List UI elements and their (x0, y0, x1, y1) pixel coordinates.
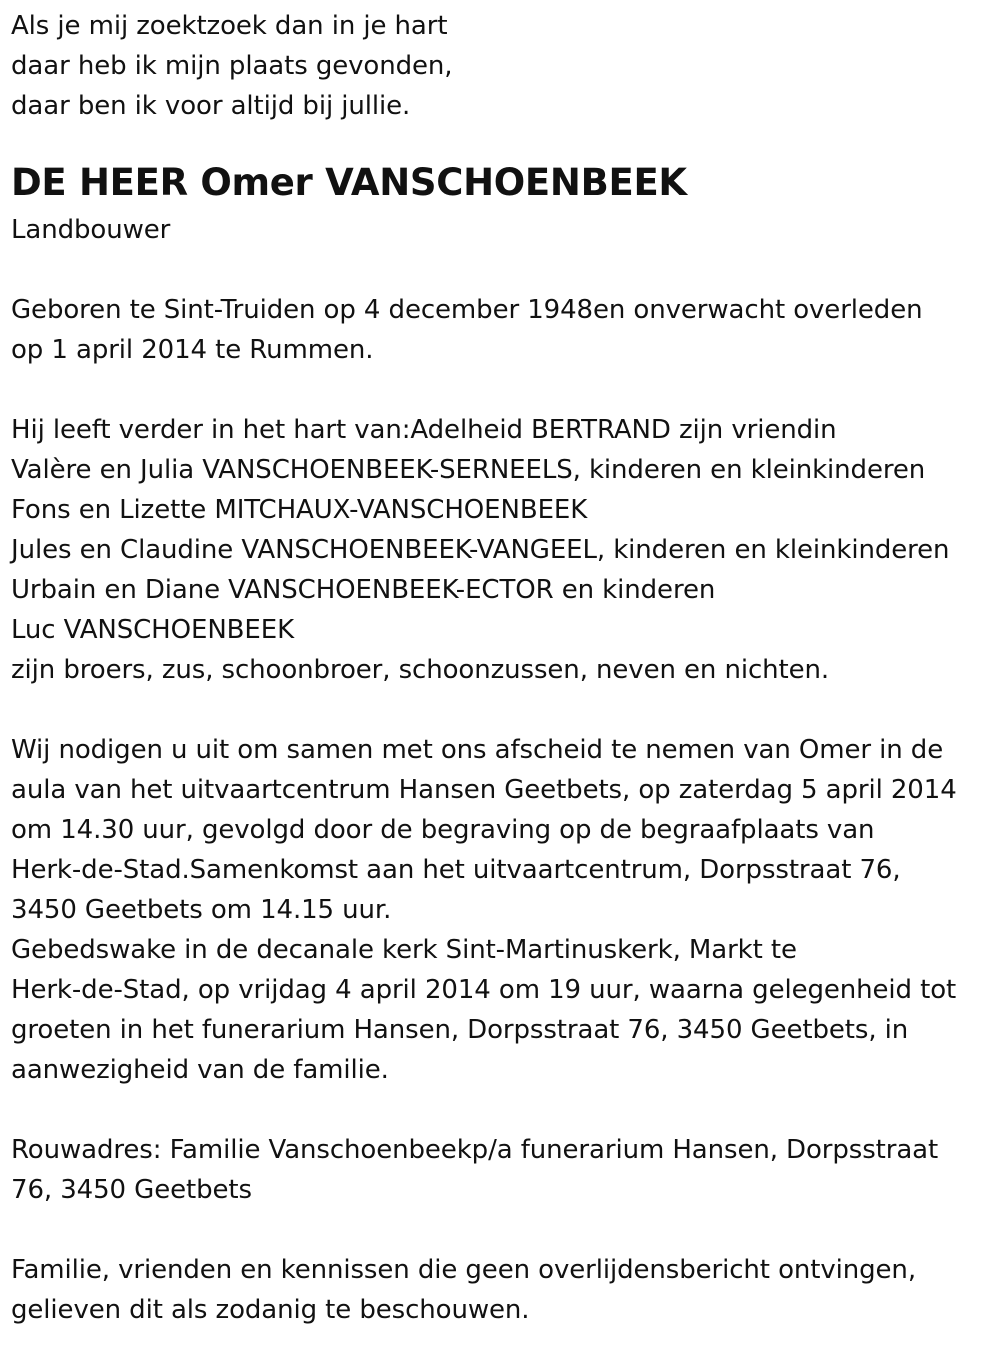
family-line: Valère en Julia VANSCHOENBEEK-SERNEELS, kinderen en kleinkinderen (11, 455, 926, 485)
text-line: gelieven dit als zodanig te beschouwen. (11, 1295, 530, 1325)
family-line: Fons en Lizette MITCHAUX-VANSCHOENBEEK (11, 495, 588, 525)
closing-block (11, 1250, 991, 1330)
text-line: Familie, vrienden en kennissen die geen overlijdensbericht ontvingen, (11, 1255, 916, 1285)
text-line: Rouwadres: Familie Vanschoenbeekp/a funerarium Hansen, Dorpsstraat (11, 1135, 939, 1165)
text-line: 3450 Geetbets om 14.15 uur. (11, 895, 392, 925)
text-line: om 14.30 uur, gevolgd door de begraving op de begraafplaats van (11, 815, 875, 845)
poem-block (11, 6, 991, 126)
family-line: zijn broers, zus, schoonbroer, schoonzussen, neven en nichten. (11, 655, 830, 685)
deceased-name: DE HEER Omer VANSCHOENBEEK (11, 161, 687, 204)
text-line: groeten in het funerarium Hansen, Dorpsstraat 76, 3450 Geetbets, in (11, 1015, 909, 1045)
poem-line: daar ben ik voor altijd bij jullie. (11, 91, 411, 121)
text-line: op 1 april 2014 te Rummen. (11, 335, 374, 365)
text-line: Gebedswake in de decanale kerk Sint-Martinuskerk, Markt te (11, 935, 797, 965)
poem-line: daar heb ik mijn plaats gevonden, (11, 51, 453, 81)
heading-block (11, 156, 991, 250)
poem-line: Als je mij zoektzoek dan in je hart (11, 11, 448, 41)
obituary-document (11, 6, 991, 1330)
invitation-block (11, 730, 991, 1090)
text-line: Geboren te Sint-Truiden op 4 december 1948en onverwacht overleden (11, 295, 923, 325)
family-line: Urbain en Diane VANSCHOENBEEK-ECTOR en kinderen (11, 575, 716, 605)
family-line: Luc VANSCHOENBEEK (11, 615, 295, 645)
text-line: aanwezigheid van de familie. (11, 1055, 389, 1085)
occupation: Landbouwer (11, 215, 171, 245)
text-line: Herk-de-Stad, op vrijdag 4 april 2014 om 19 uur, waarna gelegenheid tot (11, 975, 957, 1005)
text-line: Wij nodigen u uit om samen met ons afscheid te nemen van Omer in de (11, 735, 944, 765)
family-line: Hij leeft verder in het hart van:Adelheid BERTRAND zijn vriendin (11, 415, 837, 445)
address-block (11, 1130, 991, 1210)
family-line: Jules en Claudine VANSCHOENBEEK-VANGEEL, kinderen en kleinkinderen (11, 535, 950, 565)
text-line: Herk-de-Stad.Samenkomst aan het uitvaartcentrum, Dorpsstraat 76, (11, 855, 901, 885)
text-line: aula van het uitvaartcentrum Hansen Geetbets, op zaterdag 5 april 2014 (11, 775, 957, 805)
family-block (11, 410, 991, 690)
text-line: 76, 3450 Geetbets (11, 1175, 252, 1205)
birth-death-block (11, 290, 991, 370)
